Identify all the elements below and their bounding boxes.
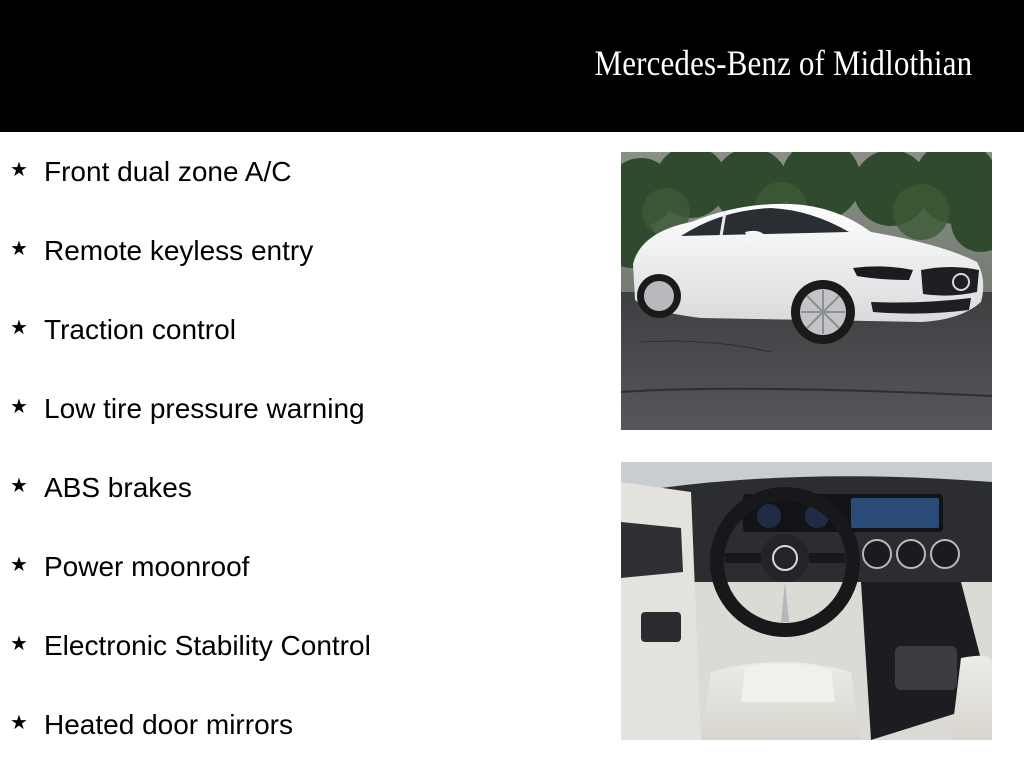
car-interior-image — [621, 462, 992, 740]
interior-photo — [621, 462, 992, 740]
star-icon: ★ — [10, 554, 28, 576]
star-icon: ★ — [10, 317, 28, 339]
exterior-photo — [621, 152, 992, 430]
feature-item — [10, 306, 371, 385]
dealer-name: Mercedes-Benz of Midlothian — [594, 43, 972, 83]
star-icon: ★ — [10, 396, 28, 418]
car-exterior-image — [621, 152, 992, 430]
feature-item — [10, 622, 371, 701]
feature-label: Heated door mirrors — [44, 709, 293, 740]
star-icon: ★ — [10, 633, 28, 655]
feature-item — [10, 148, 371, 227]
feature-item — [10, 543, 371, 622]
feature-label: Electronic Stability Control — [44, 630, 371, 661]
star-icon: ★ — [10, 159, 28, 181]
feature-label: Traction control — [44, 314, 236, 345]
feature-label: Front dual zone A/C — [44, 156, 292, 187]
star-icon: ★ — [10, 475, 28, 497]
feature-label: Remote keyless entry — [44, 235, 314, 266]
feature-label: Power moonroof — [44, 551, 250, 582]
feature-label: Low tire pressure warning — [44, 393, 365, 424]
feature-item — [10, 227, 371, 306]
feature-item — [10, 385, 371, 464]
feature-item — [10, 701, 371, 780]
star-icon: ★ — [10, 238, 28, 260]
header-bar — [0, 0, 1024, 132]
star-icon: ★ — [10, 712, 28, 734]
feature-list — [10, 148, 371, 780]
feature-item — [10, 464, 371, 543]
feature-label: ABS brakes — [44, 472, 192, 503]
